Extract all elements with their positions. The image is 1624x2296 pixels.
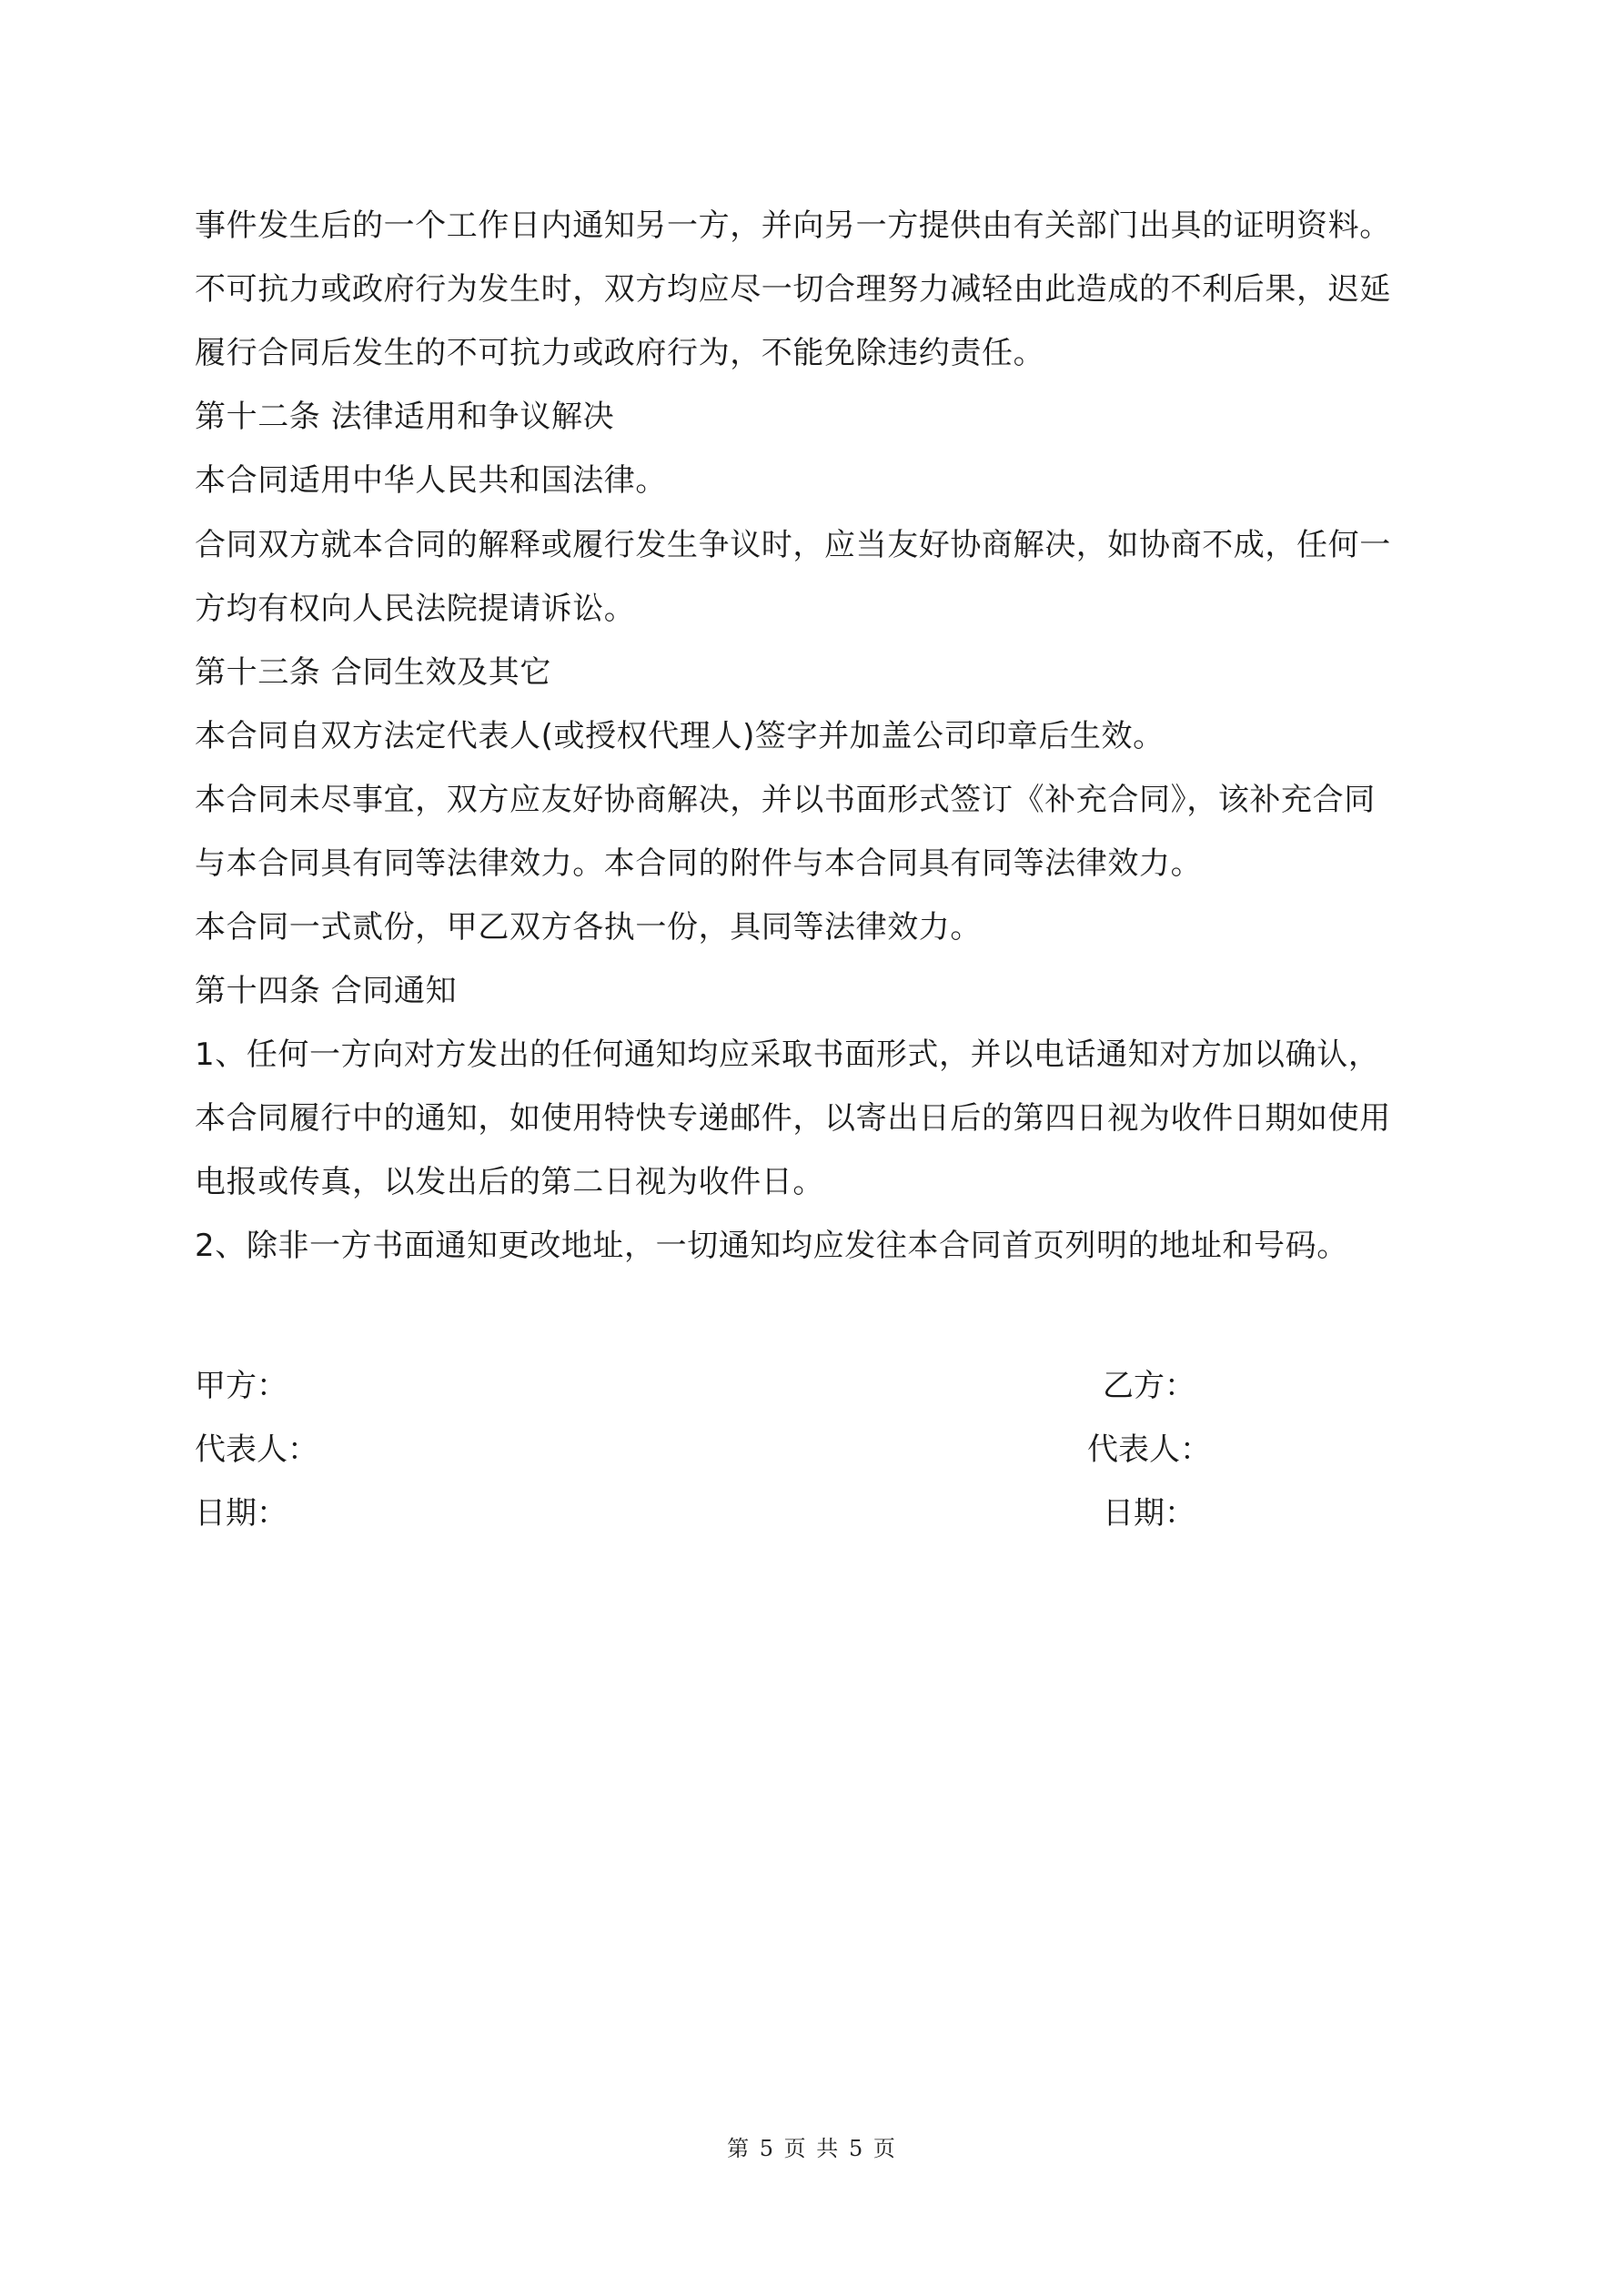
section-heading-14: 第十四条 合同通知 [195,973,458,1009]
page-number-footer: 第 5 页 共 5 页 [727,2136,897,2161]
section-heading-13: 第十三条 合同生效及其它 [195,654,552,691]
body-line: 合同双方就本合同的解释或履行发生争议时，应当友好协商解决，如协商不成，任何一 [195,527,1391,563]
body-line: 1、任何一方向对方发出的任何通知均应采取书面形式，并以电话通知对方加以确认， [195,1037,1380,1073]
body-line: 事件发生后的一个工作日内通知另一方，并向另一方提供由有关部门出具的证明资料。 [195,207,1391,244]
body-line: 本合同履行中的通知，如使用特快专递邮件，以寄出日后的第四日视为收件日期如使用 [195,1100,1391,1137]
body-line: 2、除非一方书面通知更改地址，一切通知均应发往本合同首页列明的地址和号码。 [195,1228,1348,1264]
body-line: 履行合同后发生的不可抗力或政府行为，不能免除违约责任。 [195,335,1045,371]
body-line: 不可抗力或政府行为发生时，双方均应尽一切合理努力减轻由此造成的不利后果，迟延 [195,271,1391,308]
party-a-date-label: 日期： [195,1495,287,1532]
body-line: 本合同自双方法定代表人(或授权代理人)签字并加盖公司印章后生效。 [195,718,1165,754]
party-a-representative-label: 代表人： [195,1431,318,1468]
body-line: 与本合同具有同等法律效力。本合同的附件与本合同具有同等法律效力。 [195,845,1203,882]
party-b-representative-label: 代表人： [1087,1431,1211,1468]
party-a-label: 甲方： [195,1368,287,1404]
section-heading-12: 第十二条 法律适用和争议解决 [195,399,615,435]
body-line: 本合同未尽事宜，双方应友好协商解决，并以书面形式签订《补充合同》，该补充合同 [195,782,1376,818]
party-b-date-label: 日期： [1103,1495,1195,1532]
party-b-label: 乙方： [1103,1368,1195,1404]
body-line: 本合同一式贰份，甲乙双方各执一份，具同等法律效力。 [195,909,982,946]
body-line: 电报或传真，以发出后的第二日视为收件日。 [195,1164,824,1200]
body-line: 本合同适用中华人民共和国法律。 [195,462,667,499]
body-line: 方均有权向人民法院提请诉讼。 [195,591,636,627]
